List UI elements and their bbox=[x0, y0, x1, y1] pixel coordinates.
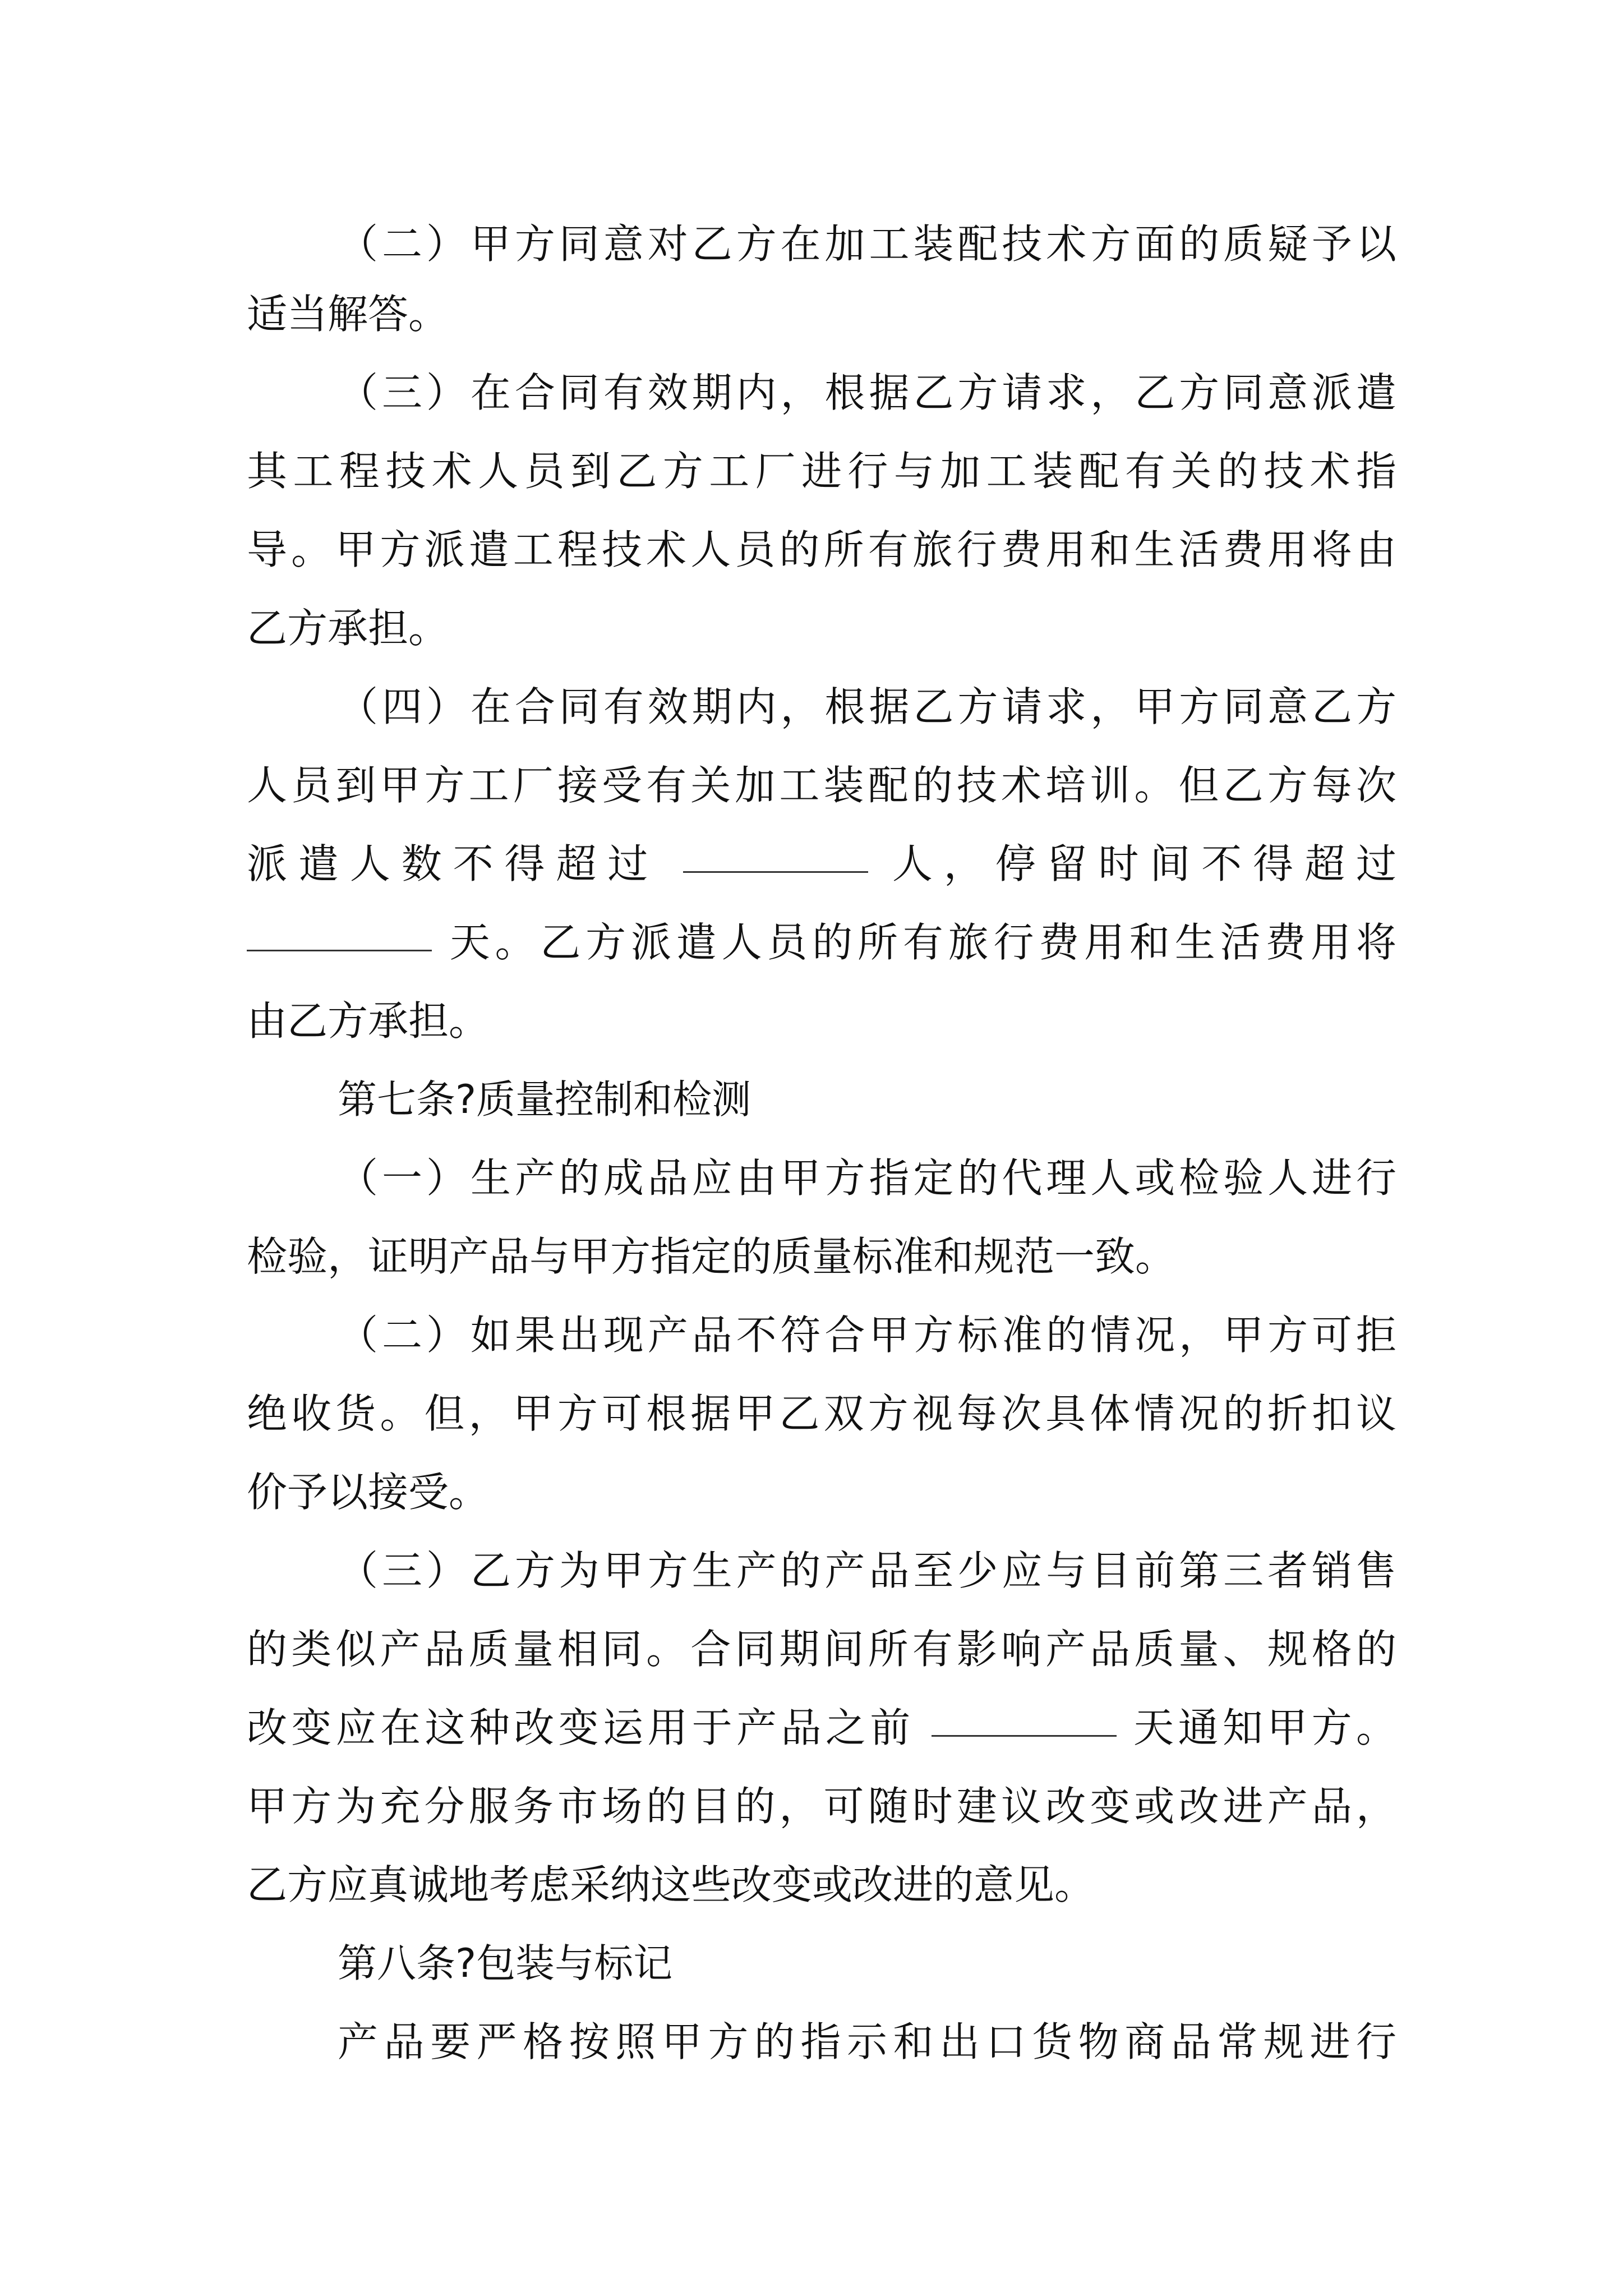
fill-in-blank bbox=[247, 949, 432, 951]
paragraph-line bbox=[247, 1688, 1396, 1767]
paragraph-line: 乙方承担。 bbox=[247, 605, 449, 652]
paragraph-line: （一）生产的成品应由甲方指定的代理人或检验人进行 bbox=[338, 1154, 1396, 1202]
paragraph-line: 检验，证明产品与甲方指定的质量标准和规范一致。 bbox=[247, 1233, 1176, 1280]
paragraph-line: （四）在合同有效期内，根据乙方请求，甲方同意乙方 bbox=[338, 683, 1396, 730]
paragraph-line: 甲方为充分服务市场的目的，可随时建议改变或改进产品， bbox=[247, 1783, 1396, 1830]
paragraph-line: 其工程技术人员到乙方工厂进行与加工装配有关的技术指 bbox=[247, 448, 1396, 495]
fill-in-blank bbox=[683, 871, 868, 873]
line-text: 改变应在这种改变运用于产品之前 bbox=[247, 1704, 915, 1751]
paragraph-line: 的类似产品质量相同。合同期间所有影响产品质量、规格的 bbox=[247, 1626, 1396, 1673]
paragraph-line: 产品要严格按照甲方的指示和出口货物商品常规进行 bbox=[338, 2018, 1396, 2065]
article-heading: 第七条?质量控制和检测 bbox=[338, 1076, 751, 1122]
paragraph-line: （三）在合同有效期内，根据乙方请求，乙方同意派遣 bbox=[338, 369, 1396, 416]
paragraph-line: 由乙方承担。 bbox=[247, 997, 490, 1045]
paragraph-line bbox=[247, 825, 1396, 903]
paragraph-line: （二）如果出现产品不符合甲方标准的情况，甲方可拒 bbox=[338, 1312, 1396, 1359]
article-heading: 第八条?包装与标记 bbox=[338, 1940, 673, 1986]
line-text: 天通知甲方。 bbox=[1133, 1704, 1396, 1751]
fill-in-blank bbox=[932, 1734, 1117, 1737]
paragraph-line: 人员到甲方工厂接受有关加工装配的技术培训。但乙方每次 bbox=[247, 762, 1396, 809]
line-text: 天。乙方派遣人员的所有旅行费用和生活费用将 bbox=[449, 919, 1396, 966]
paragraph-line bbox=[247, 903, 1396, 982]
line-text: 派遣人数不得超过 bbox=[247, 840, 660, 887]
paragraph-line: 导。甲方派遣工程技术人员的所有旅行费用和生活费用将由 bbox=[247, 526, 1396, 573]
paragraph-line: （三）乙方为甲方生产的产品至少应与目前第三者销售 bbox=[338, 1547, 1396, 1594]
paragraph-line: 绝收货。但，甲方可根据甲乙双方视每次具体情况的折扣议 bbox=[247, 1390, 1396, 1437]
paragraph-line: （二）甲方同意对乙方在加工装配技术方面的质疑予以 bbox=[338, 220, 1396, 268]
line-text: 人，停留时间不得超过 bbox=[892, 840, 1396, 887]
paragraph-line: 适当解答。 bbox=[247, 291, 449, 338]
paragraph-line: 价予以接受。 bbox=[247, 1469, 490, 1516]
paragraph-line: 乙方应真诚地考虑采纳这些改变或改进的意见。 bbox=[247, 1861, 1095, 1908]
